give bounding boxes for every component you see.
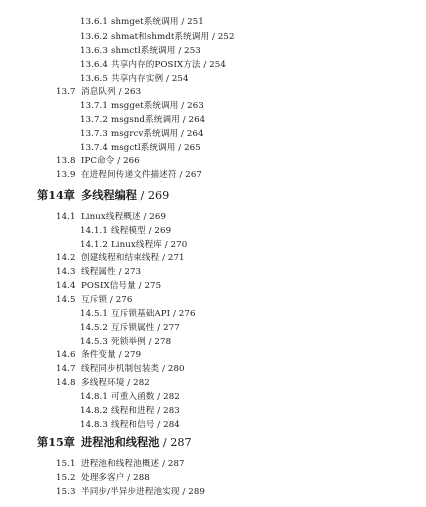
entry-title: 互斥锁基础API / 276: [111, 309, 196, 319]
entry-number: 13.6.2: [80, 32, 108, 42]
toc-entry-13-9[interactable]: [56, 169, 202, 181]
toc-entry-14-5-1[interactable]: [80, 308, 196, 320]
entry-title: 在进程间传递文件描述符 / 267: [81, 170, 202, 180]
entry-title: 共享内存的POSIX方法 / 254: [111, 60, 226, 70]
toc-entry-14-8[interactable]: [56, 377, 150, 389]
toc-entry-13-7-4[interactable]: [80, 142, 201, 154]
entry-number: 14.1.1: [80, 226, 108, 236]
entry-title: msgget系统调用 / 263: [111, 101, 204, 111]
entry-title: IPC命令 / 266: [81, 156, 140, 166]
entry-number: 13.7: [56, 87, 76, 97]
entry-number: 14.5.1: [80, 309, 108, 319]
toc-entry-14-3[interactable]: [56, 266, 141, 278]
entry-number: 14.5.3: [80, 337, 108, 347]
chapter-number: 第15章: [37, 435, 75, 449]
entry-number: 15.2: [56, 473, 76, 483]
entry-number: 13.6.4: [80, 60, 108, 70]
entry-number: 14.8.1: [80, 392, 108, 402]
entry-title: 创建线程和结束线程 / 271: [81, 253, 185, 263]
entry-number: 14.2: [56, 253, 76, 263]
chapter-title: 进程池和线程池: [81, 435, 160, 449]
toc-entry-14-4[interactable]: [56, 280, 161, 292]
entry-title: Linux线程概述 / 269: [81, 212, 167, 222]
entry-title: shmctl系统调用 / 253: [111, 46, 201, 56]
entry-title: 线程和信号 / 284: [111, 420, 180, 430]
toc-entry-13-7-1[interactable]: [80, 100, 204, 112]
toc-entry-14-1-1[interactable]: [80, 225, 171, 237]
entry-title: msgctl系统调用 / 265: [111, 143, 201, 153]
toc-entry-13-7-2[interactable]: [80, 114, 205, 126]
chapter-page: / 287: [159, 436, 192, 449]
entry-title: 进程池和线程池概述 / 287: [81, 459, 185, 469]
toc-entry-14-8-3[interactable]: [80, 419, 180, 431]
toc-entry-13-8[interactable]: [56, 155, 140, 167]
toc-entry-13-6-3[interactable]: [80, 45, 201, 57]
entry-title: 互斥锁属性 / 277: [111, 323, 180, 333]
entry-title: msgrcv系统调用 / 264: [111, 129, 204, 139]
toc-entry-14-6[interactable]: [56, 349, 141, 361]
toc-entry-14-1[interactable]: [56, 211, 166, 223]
entry-title: 互斥锁 / 276: [81, 295, 133, 305]
entry-number: 13.6.5: [80, 74, 108, 84]
entry-number: 13.6.3: [80, 46, 108, 56]
entry-number: 15.1: [56, 459, 76, 469]
entry-number: 14.4: [56, 281, 76, 291]
entry-number: 13.8: [56, 156, 76, 166]
toc-entry-14-2[interactable]: [56, 252, 185, 264]
entry-number: 14.1: [56, 212, 76, 222]
toc-chapter-14[interactable]: [37, 188, 169, 203]
toc-entry-14-5[interactable]: [56, 294, 132, 306]
entry-title: 死锁举例 / 278: [111, 337, 172, 347]
entry-number: 15.3: [56, 487, 76, 497]
entry-title: 线程和进程 / 283: [111, 406, 180, 416]
entry-title: 半同步/半异步进程池实现 / 289: [81, 487, 205, 497]
entry-title: 共享内存实例 / 254: [111, 74, 189, 84]
toc-entry-13-6-1[interactable]: [80, 16, 204, 28]
toc-entry-13-6-5[interactable]: [80, 73, 189, 85]
toc-entry-15-1[interactable]: [56, 458, 185, 470]
entry-number: 14.8.3: [80, 420, 108, 430]
entry-title: 多线程环境 / 282: [81, 378, 150, 388]
chapter-number: 第14章: [37, 188, 75, 202]
entry-number: 14.8.2: [80, 406, 108, 416]
toc-entry-14-8-2[interactable]: [80, 405, 180, 417]
entry-number: 13.7.4: [80, 143, 108, 153]
entry-title: shmat和shmdt系统调用 / 252: [111, 32, 235, 42]
toc-entry-13-7-3[interactable]: [80, 128, 204, 140]
entry-number: 14.8: [56, 378, 76, 388]
toc-entry-15-2[interactable]: [56, 472, 150, 484]
entry-number: 14.7: [56, 364, 76, 374]
entry-title: 处理多客户 / 288: [81, 473, 150, 483]
toc-entry-14-5-3[interactable]: [80, 336, 171, 348]
entry-number: 13.7.2: [80, 115, 108, 125]
entry-number: 14.6: [56, 350, 76, 360]
entry-title: 线程属性 / 273: [81, 267, 142, 277]
chapter-page: / 269: [136, 189, 170, 202]
entry-title: 可重入函数 / 282: [111, 392, 180, 402]
entry-number: 14.3: [56, 267, 76, 277]
toc-entry-15-3[interactable]: [56, 486, 205, 498]
toc-entry-13-6-2[interactable]: [80, 31, 235, 43]
entry-title: shmget系统调用 / 251: [111, 17, 204, 27]
entry-title: 条件变量 / 279: [81, 350, 142, 360]
entry-number: 14.1.2: [80, 240, 108, 250]
entry-number: 13.7.1: [80, 101, 108, 111]
toc-entry-14-7[interactable]: [56, 363, 185, 375]
entry-title: POSIX信号量 / 275: [81, 281, 162, 291]
entry-title: 线程模型 / 269: [111, 226, 172, 236]
toc-entry-14-8-1[interactable]: [80, 391, 180, 403]
entry-number: 13.6.1: [80, 17, 108, 27]
entry-number: 14.5: [56, 295, 76, 305]
entry-number: 13.7.3: [80, 129, 108, 139]
toc-entry-14-5-2[interactable]: [80, 322, 180, 334]
entry-title: msgsnd系统调用 / 264: [111, 115, 206, 125]
entry-number: 13.9: [56, 170, 76, 180]
entry-title: Linux线程库 / 270: [111, 240, 188, 250]
toc-entry-13-7[interactable]: [56, 86, 141, 98]
entry-number: 14.5.2: [80, 323, 108, 333]
entry-title: 线程同步机制包装类 / 280: [81, 364, 185, 374]
chapter-title: 多线程编程: [81, 188, 137, 202]
entry-title: 消息队列 / 263: [81, 87, 142, 97]
toc-entry-13-6-4[interactable]: [80, 59, 226, 71]
toc-chapter-15[interactable]: [37, 435, 192, 450]
toc-entry-14-1-2[interactable]: [80, 239, 187, 251]
